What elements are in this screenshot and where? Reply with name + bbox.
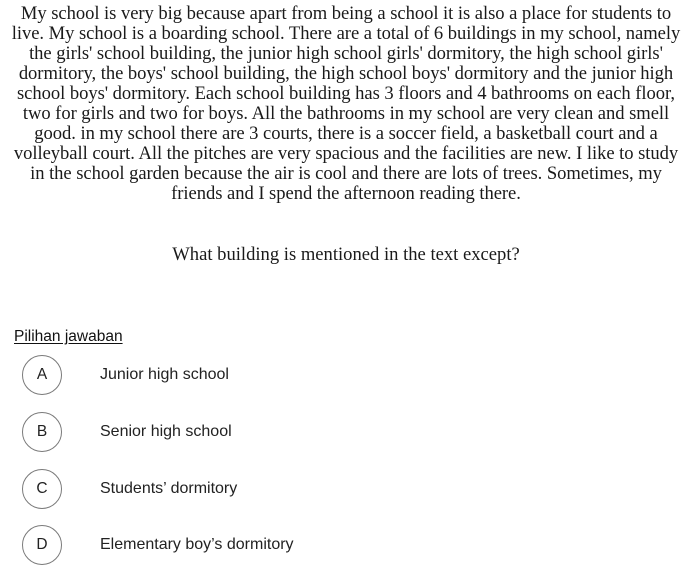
answer-option-c[interactable] [22,469,622,509]
option-letter-d[interactable]: D [22,525,62,565]
answer-option-d[interactable] [22,525,622,565]
question-text: What building is mentioned in the text except? [172,244,520,265]
option-text-c: Students’ dormitory [100,480,238,497]
option-letter-b[interactable]: B [22,412,62,452]
option-text-b: Senior high school [100,423,232,440]
option-text-a: Junior high school [100,366,229,383]
answer-option-b[interactable] [22,412,622,452]
option-text-d: Elementary boy’s dormitory [100,536,294,553]
answer-choices-heading: Pilihan jawaban [14,328,123,345]
answer-option-a[interactable] [22,355,622,395]
option-letter-c[interactable]: C [22,469,62,509]
reading-passage: My school is very big because apart from being a school it is also a place for students to live. My school is a boarding school. There are a total of 6 buildings in my school, namely the girls' school building, the junior high school girls' dormitory, the high school girls' dormitory, the boys' school building, the high school boys' dormitory and the junior high school boys' dormitory. Each school building has 3 floors and 4 bathrooms on each floor, two for girls and two for boys. All the bathrooms in my school are very clean and smell good. in my school there are 3 courts, there is a soccer field, a basketball court and a volleyball court. All the pitches are very spacious and the facilities are new. I like to study in the school garden because the air is cool and there are lots of trees. Sometimes, my friends and I spend the afternoon reading there. [11,3,681,204]
option-letter-a[interactable]: A [22,355,62,395]
